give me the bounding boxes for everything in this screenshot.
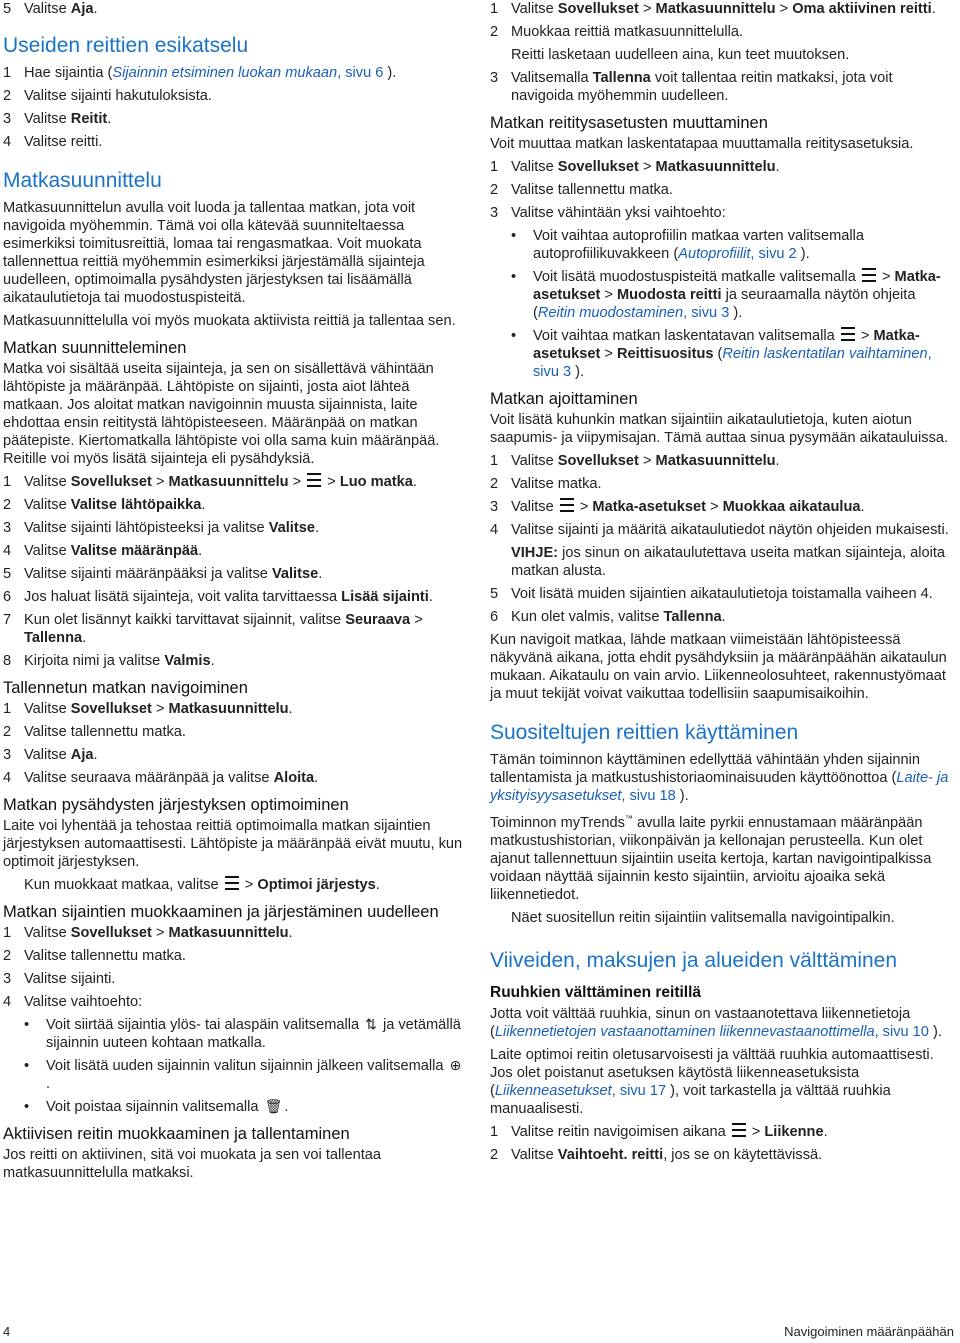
list-item: 2 Valitse sijainti hakutuloksista.: [3, 88, 212, 104]
menu-icon: [841, 327, 855, 341]
heading-reorder-locations: Matkan sijaintien muokkaaminen ja järjestäminen uudelleen: [3, 903, 439, 921]
list-item: 4 Valitse sijainti ja määritä aikataulutiedot näytön ohjeiden mukaisesti.: [490, 522, 949, 538]
list-item: 2 Valitse tallennettu matka.: [3, 948, 186, 964]
list-item: 4 Valitse vaihtoehto:: [3, 994, 143, 1010]
list-item: 1 Hae sijaintia (Sijainnin etsiminen luokan mukaan, sivu 6 ).: [3, 65, 397, 81]
paragraph: Voit muuttaa matkan laskentatapaa muuttamalla reititysasetuksia.: [490, 136, 914, 152]
list-item: 3 Valitse vähintään yksi vaihtoehto:: [490, 205, 726, 221]
list-item: 3 Valitse > Matka-asetukset > Muokkaa aikataulua.: [490, 499, 865, 515]
heading-optimize-stops: Matkan pysähdysten järjestyksen optimoiminen: [3, 796, 349, 814]
menu-icon: [307, 473, 321, 487]
paragraph: Jotta voit välttää ruuhkia, sinun on vastaanotettava liikennetietoja (Liikennetietojen vastaanottaminen liikennevastaanottimella, sivu 10 ).: [490, 1006, 942, 1040]
right-column: [490, 0, 952, 1169]
list-item: 3 Valitse Reitit.: [3, 111, 112, 127]
paragraph: Kun muokkaat matkaa, valitse > Optimoi järjestys.: [24, 877, 380, 893]
bullet-item: • Voit poistaa sijainnin valitsemalla 🗑 .: [24, 1098, 289, 1115]
menu-icon: [732, 1123, 746, 1137]
paragraph: Reitti lasketaan uudelleen aina, kun teet muutoksen.: [511, 47, 850, 63]
heading-suggested-routes: Suositeltujen reittien käyttäminen: [490, 721, 799, 744]
list-item: 1 Valitse Sovellukset > Matkasuunnittelu.: [490, 453, 780, 469]
menu-icon: [560, 498, 574, 512]
link-calculation-mode[interactable]: Reitin laskentatilan vaihtaminen, sivu 3: [533, 346, 932, 380]
paragraph: Matkasuunnittelulla voi myös muokata aktiivista reittiä ja tallentaa sen.: [3, 313, 456, 329]
page-number: 4: [3, 1324, 11, 1339]
paragraph: Laite voi lyhentää ja tehostaa reittiä optimoimalla matkan sijaintien järjestyksen automaattisesti. Lähtöpiste ja määränpää eivät muutu, kun optimoit järjestyksen.: [3, 818, 463, 870]
page-footer: [3, 1323, 954, 1341]
heading-edit-active-route: Aktiivisen reitin muokkaaminen ja tallentaminen: [3, 1125, 350, 1143]
link-category-search[interactable]: Sijainnin etsiminen luokan mukaan, sivu 6: [112, 65, 384, 81]
link-traffic-settings[interactable]: Liikenneasetukset, sivu 17: [494, 1083, 667, 1099]
list-item: 4 Valitse reitti.: [3, 134, 103, 150]
list-item: 8 Kirjoita nimi ja valitse Valmis.: [3, 653, 215, 669]
list-item: 1 Valitse Sovellukset > Matkasuunnittelu > Oma aktiivinen reitti.: [490, 1, 936, 17]
heading-routing-settings: Matkan reititysasetusten muuttaminen: [490, 114, 768, 132]
heading-navigating-saved-trip: Tallennetun matkan navigoiminen: [3, 679, 248, 697]
list-item: 5 Voit lisätä muiden sijaintien aikataulutietoja toistamalla vaiheen 4.: [490, 586, 933, 602]
heading-preview: Useiden reittien esikatselu: [3, 34, 249, 57]
bullet-item: • Voit vaihtaa autoprofiilin matkaa varten valitsemalla autoprofiilikuvakkeen (Autoprofiilit, sivu 2 ).: [511, 228, 864, 262]
trash-icon: 🗑: [264, 1098, 283, 1114]
list-item: 7 Kun olet lisännyt kaikki tarvittavat sijainnit, valitse Seuraava > Tallenna.: [3, 612, 423, 646]
list-item: 2 Valitse Vaihtoeht. reitti, jos se on käytettävissä.: [490, 1147, 823, 1163]
heading-avoid-traffic: Ruuhkien välttäminen reitillä: [490, 984, 702, 1001]
paragraph: Kun navigoit matkaa, lähde matkaan viimeistään lähtöpisteessä näkyvänä aikana, jotta ehdit pysähdyksiin ja määränpäähän aikataulun mukaan. Aikataulu on vain arvio. Liikenneolosuhteet, rakennustyömaat ja muut tekijät voivat vaikuttaa todellisiin saapumisaikoihin.: [490, 632, 947, 702]
section-title: Navigoiminen määränpäähän: [784, 1324, 954, 1339]
list-item: 1 Valitse Sovellukset > Matkasuunnittelu.: [490, 159, 780, 175]
heading-trip-planner: Matkasuunnittelu: [3, 169, 162, 192]
paragraph: Näet suositellun reitin sijaintiin valitsemalla navigointipalkin.: [511, 910, 895, 926]
paragraph: Matkasuunnittelun avulla voit luoda ja tallentaa matkan, jota voit navigoida myöhemmin. Tämä voi olla kätevää suunniteltaessa esimerkiksi toimitusreittiä, lomaa tai rengasmatkaa. Voit muokata tallennettua reittiä myöhemmin esimerkiksi järjestämällä sijainteja uudelleen, optimoimalla pysähdysten järjestyksen tai lisäämällä aikataulutietoja tai muodostuspisteitä.: [3, 200, 425, 306]
paragraph: Voit lisätä kuhunkin matkan sijaintiin aikataulutietoja, kuten aiotun saapumis- ja viipymisajan. Tämä auttaa sinua pysymään aikatauluissa.: [490, 412, 949, 446]
bullet-item: • Voit lisätä uuden sijainnin valitun sijainnin jälkeen valitsemalla ⊕.: [24, 1057, 462, 1092]
list-item: 3 Valitsemalla Tallenna voit tallentaa reitin matkaksi, jota voit navigoida myöhemmin uudelleen.: [490, 70, 893, 104]
paragraph: Jos reitti on aktiivinen, sitä voi muokata ja sen voi tallentaa matkasuunnittelulla matkaksi.: [3, 1147, 382, 1181]
move-arrows-icon: ⇅: [365, 1016, 377, 1032]
tip-note: VIHJE: jos sinun on aikataulutettava useita matkan sijainteja, aloita matkan alusta.: [511, 545, 946, 579]
link-shaping-route[interactable]: Reitin muodostaminen, sivu 3: [537, 305, 730, 321]
paragraph: Toiminnon myTrends™ avulla laite pyrkii ennustamaan määränpään matkustushistorian, viikonpäivän ja kellonajan perusteella. Kun olet ajanut tallennettuun sijaintiin useita kertoja, kartan navigointipalkissa voidaan näyttää sijainnin kesto sijaintiin, arvioitu ajoaika sekä liikennetiedot.: [490, 814, 932, 903]
list-item: 2 Valitse matka.: [490, 476, 602, 492]
list-item: 3 Valitse Aja.: [3, 747, 98, 763]
bullet-item: • Voit siirtää sijaintia ylös- tai alaspäin valitsemalla ⇅ ja vetämällä sijainnin uuteen kohtaan matkalla.: [24, 1016, 461, 1051]
list-item: 5 Valitse sijainti määränpääksi ja valitse Valitse.: [3, 566, 323, 582]
list-item: 2 Valitse tallennettu matka.: [3, 724, 186, 740]
link-vehicle-profiles[interactable]: Autoprofiilit, sivu 2: [678, 246, 797, 262]
list-item: 4 Valitse Valitse määränpää.: [3, 543, 203, 559]
list-item: 1 Valitse Sovellukset > Matkasuunnittelu.: [3, 701, 293, 717]
paragraph: Matka voi sisältää useita sijainteja, ja sen on sisällettävä vähintään lähtöpiste ja määränpää. Lähtöpiste on sijainti, josta aiot lähteä matkaan. Jos aloitat matkan navigoinnin muusta sijainnista, laite ehdottaa ensin reititystä lähtöpisteeseen. Määränpää on matkan päätepiste. Kiertomatkalla lähtöpiste voi olla sama kuin määränpää. Reitille voi myös lisätä sijainteja eli pysähdyksiä.: [3, 361, 440, 467]
heading-avoid-delays: Viiveiden, maksujen ja alueiden välttäminen: [490, 949, 898, 972]
list-item: 4 Valitse seuraava määränpää ja valitse Aloita.: [3, 770, 319, 786]
list-item: 6 Kun olet valmis, valitse Tallenna.: [490, 609, 726, 625]
left-column: [3, 0, 465, 1187]
list-item: 2 Muokkaa reittiä matkasuunnittelulla.: [490, 24, 743, 40]
list-item: 1 Valitse Sovellukset > Matkasuunnittelu > > Luo matka.: [3, 474, 417, 490]
list-item: 3 Valitse sijainti.: [3, 971, 116, 987]
heading-schedule-trip: Matkan ajoittaminen: [490, 390, 638, 408]
list-item: 2 Valitse Valitse lähtöpaikka.: [3, 497, 206, 513]
action-aja: Aja: [70, 1, 94, 17]
menu-icon: [862, 268, 876, 282]
list-item: 3 Valitse sijainti lähtöpisteeksi ja valitse Valitse.: [3, 520, 320, 536]
list-item: 1 Valitse Sovellukset > Matkasuunnittelu.: [3, 925, 293, 941]
list-item: 1 Valitse reitin navigoimisen aikana > Liikenne.: [490, 1124, 828, 1140]
list-item: 6 Jos haluat lisätä sijainteja, voit valita tarvittaessa Lisää sijainti.: [3, 589, 433, 605]
paragraph: Tämän toiminnon käyttäminen edellyttää vähintään yhden sijainnin tallentamista ja matkustushistoriaominaisuuden käyttöönottoa (Laite- ja yksityisyysasetukset, sivu 18 ).: [490, 752, 949, 804]
list-item: 2 Valitse tallennettu matka.: [490, 182, 673, 198]
menu-icon: [225, 876, 239, 890]
heading-planning-trip: Matkan suunnitteleminen: [3, 339, 187, 357]
link-device-privacy-settings[interactable]: Laite- ja yksityisyysasetukset, sivu 18: [490, 770, 949, 804]
add-circle-icon: ⊕: [449, 1057, 462, 1073]
link-traffic-receiver[interactable]: Liikennetietojen vastaanottaminen liikennevastaanottimella, sivu 10: [494, 1024, 929, 1040]
bullet-item: • Voit vaihtaa matkan laskentatavan valitsemalla > Matka-asetukset > Reittisuositus (Reitin laskentatilan vaihtaminen, sivu 3 ).: [511, 328, 932, 380]
preview-step-5: 5 Valitse Aja.: [3, 1, 98, 17]
bullet-item: • Voit lisätä muodostuspisteitä matkalle valitsemalla > Matka-asetukset > Muodosta reitti ja seuraamalla näytön ohjeita (Reitin muodostaminen, sivu 3 ).: [511, 269, 941, 321]
paragraph: Laite optimoi reitin oletusarvoisesti ja välttää ruuhkia automaattisesti. Jos olet poistanut asetuksen käytöstä liikenneasetuksista (Liikenneasetukset, sivu 17 ), voit tarkastella ja välttää ruuhkia manuaalisesti.: [490, 1047, 934, 1117]
